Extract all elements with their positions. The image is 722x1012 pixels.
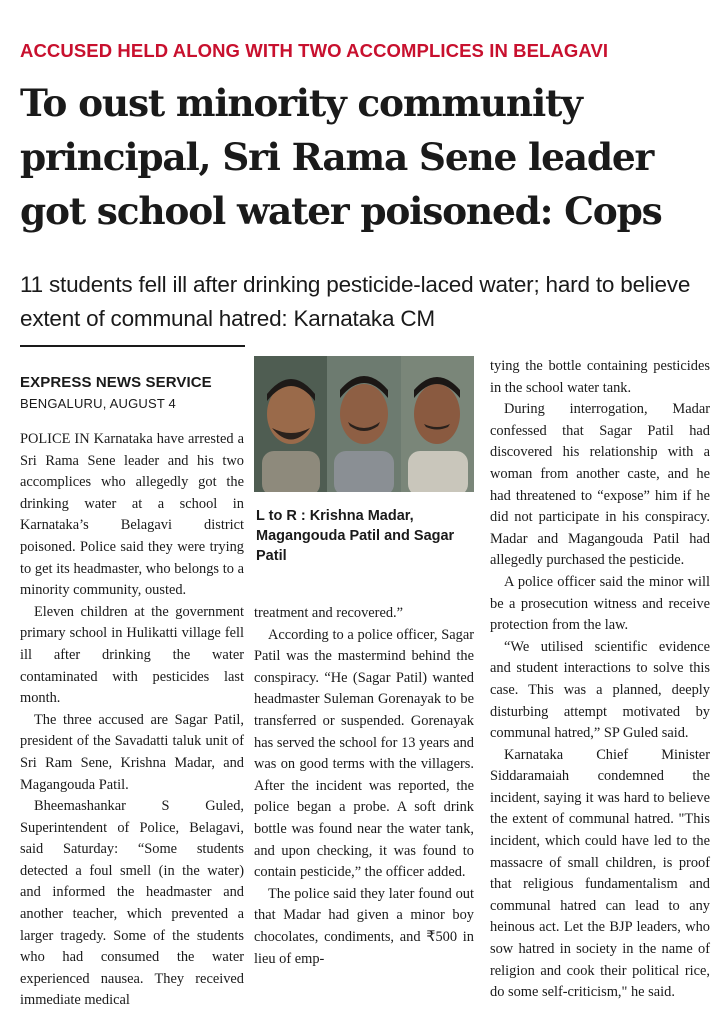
column-2: [254, 603, 474, 970]
paragraph: Eleven children at the government primary school in Hulikatti village fell ill after drinking the water contaminated with pesticides last month.: [20, 603, 244, 707]
dateline: BENGALURU, AUGUST 4: [20, 396, 176, 411]
photo-caption: L to R : Krishna Madar, Magangouda Patil and Sagar Patil: [256, 508, 455, 564]
paragraph: During interrogation, Madar confessed that Sagar Patil had discovered his relationship with a woman from another caste, and he had threatened to “expose” him if he did not participate in his conspiracy. Madar and Magangouda Patil had allegedly purchased the pesticide.: [490, 401, 710, 569]
byline: EXPRESS NEWS SERVICE: [20, 374, 212, 391]
paragraph: A police officer said the minor will be a prosecution witness and receive protection from the law.: [490, 573, 710, 634]
article-deck: 11 students fell ill after drinking pesticide-laced water; hard to believe extent of communal hatred: Karnataka CM: [20, 272, 691, 331]
paragraph: POLICE IN Karnataka have arrested a Sri Rama Sene leader and his two accomplices who allegedly got the drinking water at a school in Karnataka’s Belagavi district poisoned. Police said they were trying to get its headmaster, who belongs to a minority community, ousted.: [20, 431, 244, 599]
paragraph: tying the bottle containing pesticides in the school water tank.: [490, 358, 710, 396]
column-3: [490, 356, 710, 1004]
column-1: [20, 429, 244, 1012]
paragraph: Karnataka Chief Minister Siddaramaiah condemned the incident, saying it was hard to believe the extent of communal hatred. "This incident, which could have led to the massacre of small children, is proof that religious fundamentalism and communal hatred can lead to any heinous act. Let the BJP leaders, who sow hatred in society in the name of religion and cook their political rice, do some self-criticism," he said.: [490, 746, 710, 1001]
article-kicker: ACCUSED HELD ALONG WITH TWO ACCOMPLICES IN BELAGAVI: [20, 40, 609, 61]
accused-portraits-image: [254, 356, 474, 492]
byline-rule: [20, 345, 245, 347]
paragraph: Bheemashankar S Guled, Superintendent of Police, Belagavi, said Saturday: “Some students detected a foul smell (in the water) and informed the headmaster and another teacher, which prevented a larger tragedy. Some of the students who had consumed the water experienced nausea. They received immediate medical: [20, 798, 244, 1009]
paragraph: The three accused are Sagar Patil, president of the Savadatti taluk unit of Sri Ram Sene, Krishna Madar, and Magangouda Patil.: [20, 711, 244, 793]
paragraph: “We utilised scientific evidence and student interactions to solve this case. This was a planned, deeply disturbing attempt motivated by communal hatred,” SP Guled said.: [490, 638, 710, 742]
accused-photo: [254, 356, 474, 492]
article-headline: To oust minority community principal, Sri Rama Sene leader got school water poisoned: Cops: [20, 81, 662, 233]
paragraph: treatment and recovered.”: [254, 605, 404, 621]
paragraph: According to a police officer, Sagar Patil was the mastermind behind the conspiracy. “He (Sagar Patil) wanted headmaster Suleman Gorenayak to be transferred or suspended. Gorenayak has served the school for 13 years and was on good terms with the villagers. After the incident was reported, the police began a probe. A soft drink bottle was found near the water tank, and upon checking, it was found to contain pesticide,” the officer added.: [254, 626, 474, 881]
paragraph: The police said they later found out that Madar had given a minor boy chocolates, condiments, and ₹500 in lieu of emp-: [254, 885, 474, 967]
